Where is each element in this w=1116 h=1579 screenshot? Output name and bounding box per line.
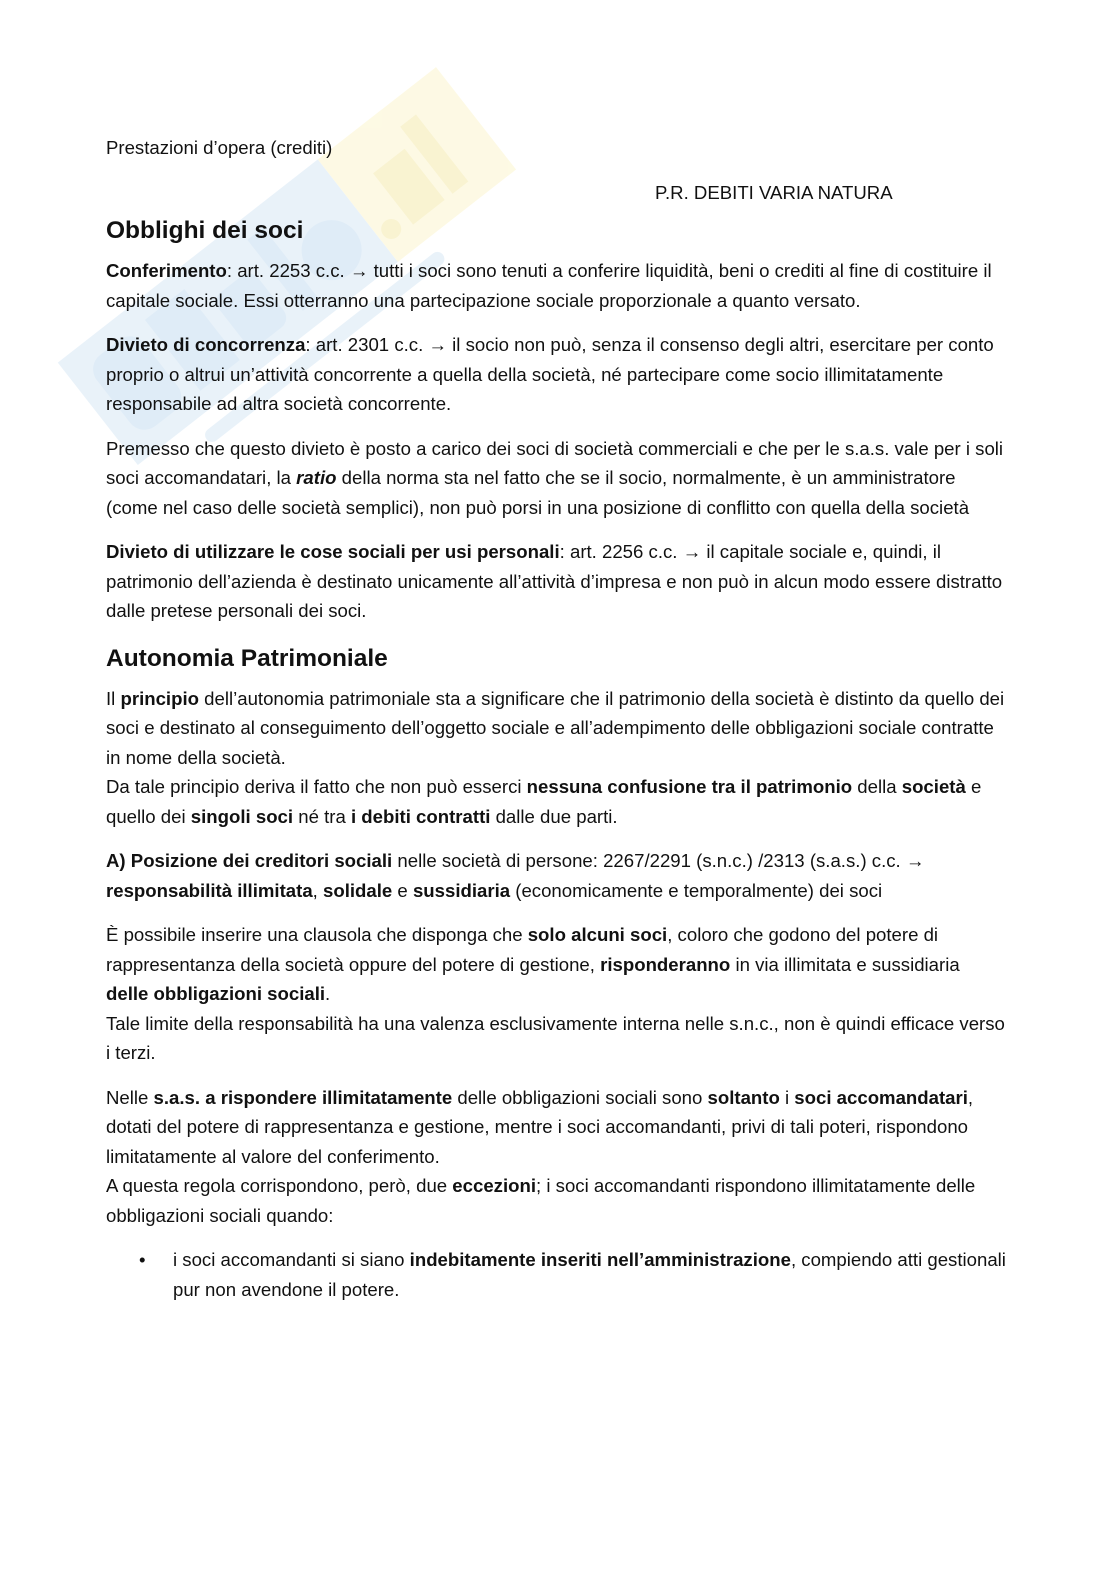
section-heading: Autonomia Patrimoniale [106,644,388,672]
bold-text: ratio [296,467,337,488]
text-run: È possibile inserire una clausola che disponga che [106,924,528,945]
bold-text: eccezioni [452,1175,537,1196]
sections [106,213,1006,1304]
paragraph [106,256,1006,315]
text-run: i soci accomandanti si siano [173,1249,410,1270]
text-run: della [852,776,902,797]
bold-text: A) Posizione dei creditori sociali [106,850,393,871]
bold-text: s.a.s. a rispondere illimitatamente [153,1086,453,1108]
text-run: (economicamente e temporalmente) dei soci [510,879,883,901]
text-run: Nelle [106,1086,154,1108]
text-run: : art. 2256 c.c. → il capitale sociale e, quindi, il patrimonio dell’azienda è destinato unicamente all’attività d’impresa e non può in alcun modo essere distratto dalle pretese personali dei soci. [106,541,1003,621]
bold-text: soltanto [707,1086,780,1108]
bold-text: Conferimento [106,260,227,281]
paragraph [106,330,1006,419]
section-heading: Obblighi dei soci [106,217,304,244]
text-run: Tale limite della responsabilità ha una valenza esclusivamente interna nelle s.n.c., non è quindi efficace verso i terzi. [106,1012,1005,1063]
text-run: i [779,1086,795,1108]
text-run: : art. 2253 c.c. → tutti i soci sono tenuti a conferire liquidità, beni o crediti al fine di costituire il capitale sociale. Essi otterranno una partecipazione sociale proporzionale a quanto versato. [106,260,992,311]
text-run: Premesso che questo divieto è posto a carico dei soci di società commerciali e che per le s.a.s. vale per i soli soci accomandatari, la [106,437,1004,488]
bold-text: nessuna confusione tra il patrimonio [526,776,853,797]
paragraph [106,846,1006,905]
text-run: Il [106,687,121,709]
bold-text: soci accomandatari [794,1086,968,1108]
bold-text: Divieto di utilizzare le cose sociali per usi personali [106,541,560,562]
text-run: e [392,879,413,901]
paragraph [106,684,1006,832]
text-run: , [312,879,323,901]
bold-text: società [901,776,966,797]
bold-text: risponderanno [600,953,731,975]
paragraph [106,920,1006,1068]
paragraph [106,1083,1006,1231]
text-run: Da tale principio deriva il fatto che non può esserci [106,776,527,797]
text-run: né tra [293,805,351,827]
text-run: delle obbligazioni sociali sono [452,1086,708,1108]
bold-text: sussidiaria [412,879,511,901]
text-run: in via illimitata e sussidiaria [730,953,960,975]
bold-text: i debiti contratti [350,805,491,827]
bold-text: responsabilità illimitata [106,879,313,901]
bullet-icon: • [139,1249,146,1270]
bold-text: principio [120,687,199,709]
bold-text: indebitamente inseriti nell’amministrazione [409,1249,791,1270]
text-run: e quello dei [106,776,982,827]
intro-line: Prestazioni d’opera (crediti) [106,137,333,158]
bold-text: Divieto di concorrenza [106,334,306,355]
paragraph [106,537,1006,626]
list-item [106,1245,1006,1304]
bold-text: singoli soci [190,805,294,827]
text-run: . [325,983,331,1004]
document-body [106,133,1006,1304]
right-label: P.R. DEBITI VARIA NATURA [655,181,893,203]
bold-text: solidale [323,879,393,901]
paragraph [106,434,1006,523]
text-run: , compiendo atti gestionali pur non avendone il potere. [173,1249,1006,1300]
text-run: dalle due parti. [490,805,618,827]
text-run: A questa regola corrispondono, però, due [106,1175,453,1196]
bullet-list [106,1245,1006,1304]
text-run: della norma sta nel fatto che se il socio, normalmente, è un amministratore (come nel caso delle società semplici), non può porsi in una posizione di conflitto con quella della società [106,467,970,518]
text-run: ; i soci accomandanti rispondono illimitatamente delle obbligazioni sociali quando: [106,1175,976,1226]
bold-text: solo alcuni soci [527,924,668,945]
text-run: dell’autonomia patrimoniale sta a significare che il patrimonio della società è distinto da quello dei soci e destinato al conseguimento dell’oggetto sociale e all’adempimento delle obbligazioni sociale contratte in nome della società. [106,687,1005,768]
text-run: , coloro che godono del potere di rappresentanza della società oppure del potere di gestione, [106,924,939,975]
text-run: : art. 2301 c.c. → il socio non può, senza il consenso degli altri, esercitare per conto proprio o altrui un’attività concorrente a quella della società, né partecipare come socio illimitatamente responsabile ad altra società concorrente. [106,334,994,414]
text-run: nelle società di persone: 2267/2291 (s.n.c.) /2313 (s.a.s.) c.c. → [392,850,925,871]
text-run: , dotati del potere di rappresentanza e gestione, mentre i soci accomandanti, privi di tali poteri, rispondono limitatamente al valore del conferimento. [106,1086,974,1167]
bold-text: delle obbligazioni sociali [106,983,326,1004]
